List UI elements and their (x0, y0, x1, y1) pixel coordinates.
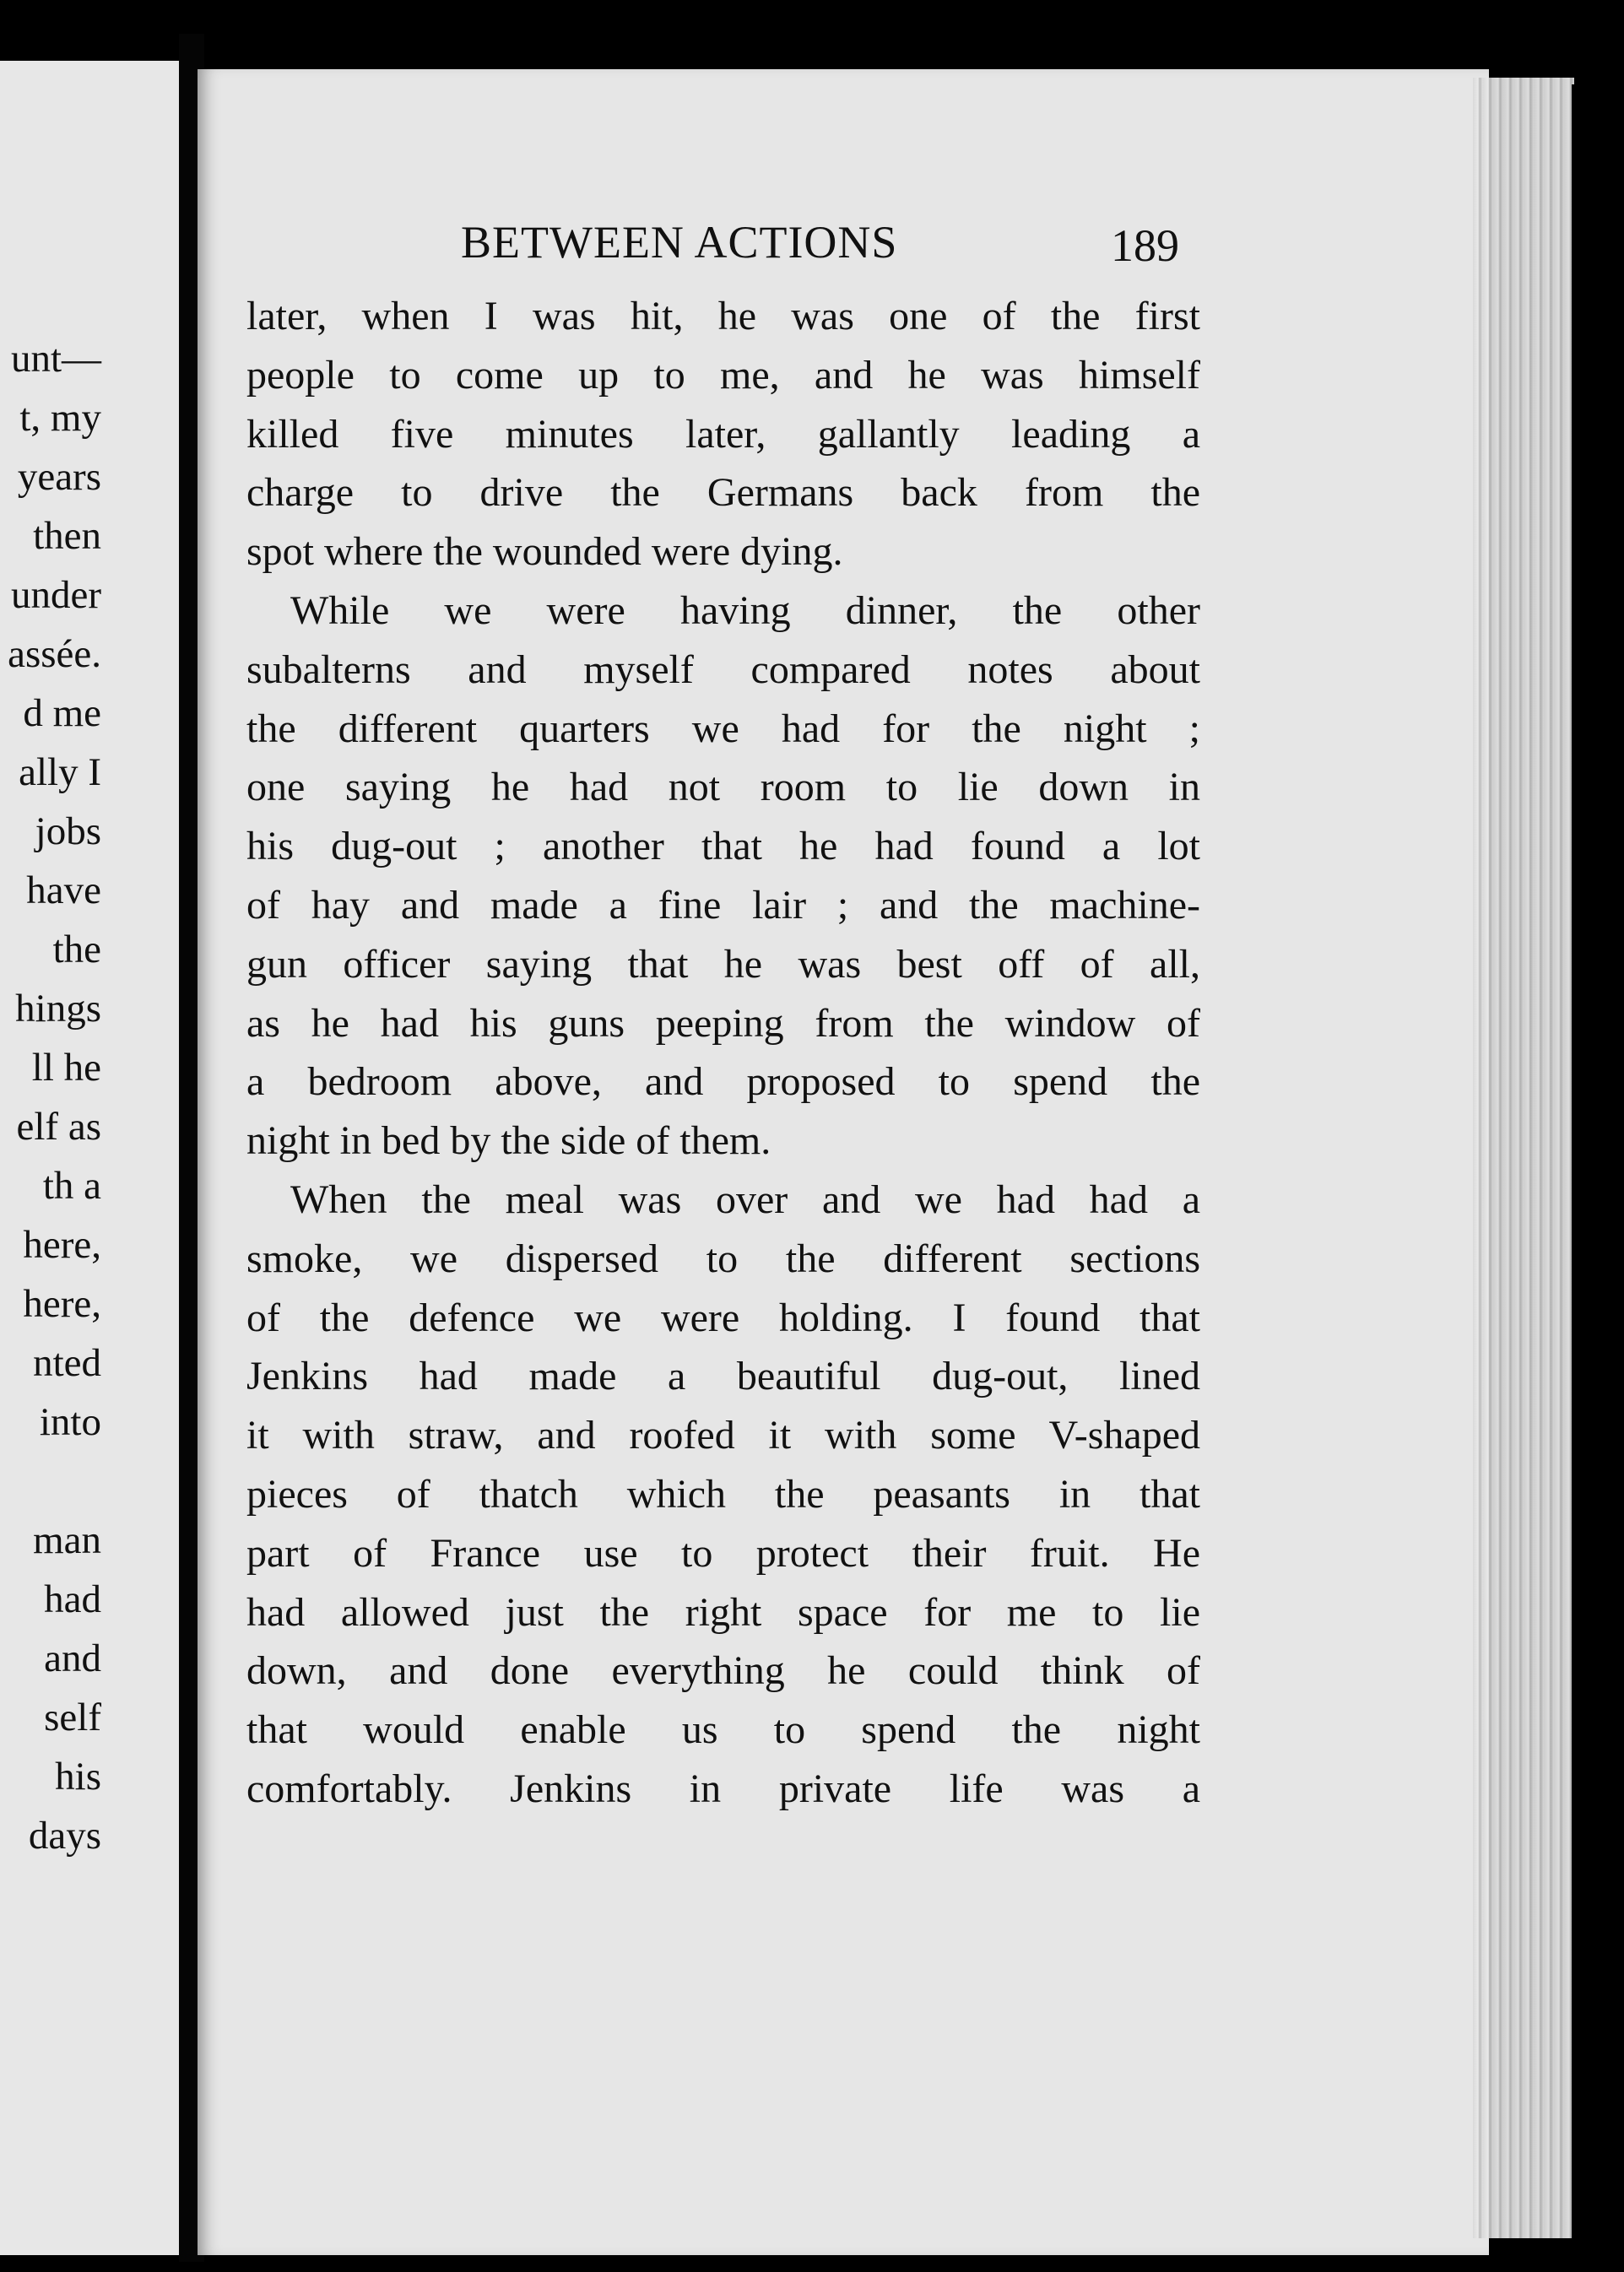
facing-page-fragment: assée. (8, 632, 101, 676)
text-line: later, when I was hit, he was one of the first (246, 294, 1200, 338)
text-line: night in bed by the side of them. (246, 1118, 771, 1164)
text-line: pieces of thatch which the peasants in that (246, 1471, 1200, 1517)
facing-page-fragment: and (44, 1636, 101, 1680)
facing-page-fragment: unt— (10, 337, 101, 381)
text-line: gun officer saying that he was best off of all, (246, 941, 1200, 987)
text-line: subalterns and myself compared notes about (246, 646, 1200, 692)
facing-page-fragment: days (28, 1814, 101, 1858)
text-line: spot where the wounded were dying. (246, 529, 843, 575)
facing-page-fragment: jobs (35, 809, 101, 853)
facing-page-fragment: here, (23, 1223, 101, 1267)
facing-page-fragment: the (52, 928, 101, 971)
text-line: that would enable us to spend the night (246, 1707, 1200, 1753)
text-line: Jenkins had made a beautiful dug-out, lined (246, 1354, 1200, 1399)
text-line: of the defence we were holding. I found that (246, 1295, 1200, 1340)
facing-page-fragment: his (55, 1755, 101, 1799)
text-line: it with straw, and roofed it with some V-shaped (246, 1413, 1200, 1458)
facing-page-fragment: elf as (16, 1105, 101, 1149)
facing-page-fragment: self (44, 1696, 101, 1739)
text-line: smoke, we dispersed to the different sections (246, 1236, 1200, 1281)
facing-page-fragment: hings (15, 987, 101, 1031)
text-line: the different quarters we had for the night ; (246, 706, 1200, 751)
facing-page (0, 61, 179, 2255)
text-line: his dug-out ; another that he had found a lot (246, 824, 1200, 869)
facing-page-fragment: into (39, 1400, 101, 1444)
facing-page-fragment: had (44, 1577, 101, 1621)
text-line: part of France use to protect their fruit. He (246, 1530, 1200, 1576)
text-line: down, and done everything he could think of (246, 1648, 1200, 1694)
facing-page-fragment: then (33, 514, 101, 558)
text-line: people to come up to me, and he was himself (246, 352, 1200, 398)
facing-page-fragment: th a (42, 1164, 101, 1208)
page-number: 189 (1111, 220, 1179, 271)
text-line: comfortably. Jenkins in private life was a (246, 1766, 1200, 1811)
facing-page-fragment: t, my (19, 396, 101, 440)
page-edges (1473, 78, 1574, 2238)
facing-page-fragment: here, (23, 1282, 101, 1326)
text-line: While we were having dinner, the other (290, 587, 1200, 633)
text-line: When the meal was over and we had had a (290, 1177, 1200, 1222)
text-line: one saying he had not room to lie down in (246, 765, 1200, 810)
facing-page-fragment: under (10, 573, 101, 617)
facing-page-fragment: ally I (19, 750, 101, 794)
text-line: a bedroom above, and proposed to spend the (246, 1059, 1200, 1105)
facing-page-fragment: man (33, 1518, 101, 1562)
text-line: killed five minutes later, gallantly leading a (246, 411, 1200, 457)
facing-page-fragment: ll he (31, 1046, 101, 1090)
facing-page-fragment: have (26, 868, 101, 912)
scan-border (1572, 84, 1624, 2262)
text-line: charge to drive the Germans back from the (246, 470, 1200, 516)
text-line: as he had his guns peeping from the window of (246, 1000, 1200, 1046)
running-head: BETWEEN ACTIONS (461, 217, 898, 268)
facing-page-fragment: years (17, 455, 101, 499)
facing-page-fragment: d me (23, 691, 101, 735)
text-line: had allowed just the right space for me to lie (246, 1589, 1200, 1635)
text-line: of hay and made a fine lair ; and the machine- (246, 882, 1200, 928)
facing-page-fragment: nted (33, 1341, 101, 1385)
body-text (246, 287, 1200, 1819)
